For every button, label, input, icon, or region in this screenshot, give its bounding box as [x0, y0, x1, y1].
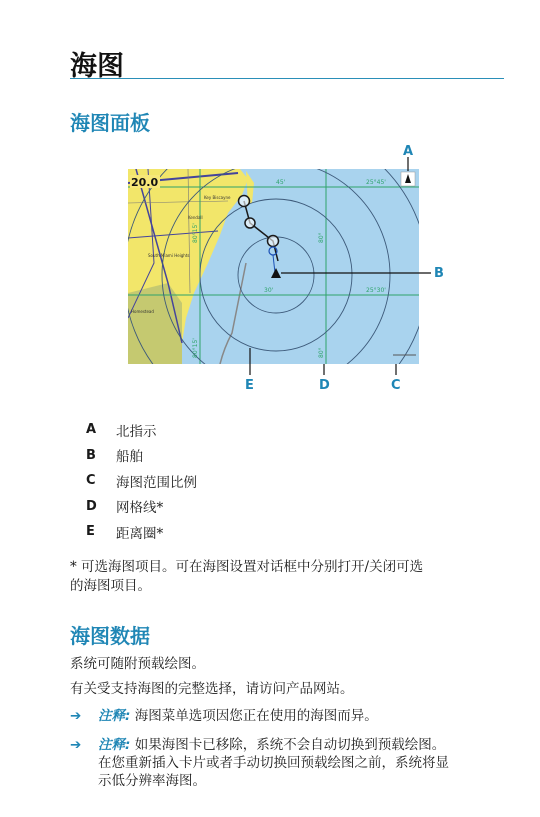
- grid-label: 45': [276, 179, 286, 186]
- grid-label: 25°30': [366, 287, 386, 294]
- grid-label: 80°15': [192, 223, 199, 243]
- legend-item: [86, 519, 197, 545]
- footnote-line: * 可选海图项目。可在海图设置对话框中分别打开/关闭可选: [70, 559, 424, 575]
- title-divider: [70, 78, 504, 79]
- paragraph: 系统可随附预载绘图。: [70, 656, 205, 672]
- grid-label: 25°45': [366, 179, 386, 186]
- grid-label: 80°: [318, 347, 325, 358]
- legend-key: D: [86, 498, 97, 514]
- note-text: 海图菜单选项因您正在使用的海图而异。: [134, 708, 378, 724]
- note: [70, 736, 510, 790]
- callout-e: E: [245, 378, 254, 393]
- legend-key: A: [86, 422, 97, 438]
- section-title-chart-panel: 海图面板: [70, 111, 150, 135]
- grid-label: 30': [264, 287, 274, 294]
- note-text: 示低分辨率海图。: [98, 773, 206, 789]
- arrow-right-icon: ➔: [70, 708, 82, 724]
- callout-c: C: [391, 378, 401, 393]
- page-title: 海图: [70, 51, 124, 82]
- legend-key: C: [86, 473, 96, 489]
- section-title-chart-data: 海图数据: [70, 624, 150, 648]
- range-readout: 20.0: [131, 176, 159, 189]
- note-label: 注释:: [98, 737, 131, 753]
- legend-item: [86, 443, 197, 469]
- place-label: Kendall: [188, 215, 203, 220]
- place-label: South Miami Heights: [148, 253, 190, 258]
- paragraph: 有关受支持海图的完整选择，请访问产品网站。: [70, 681, 354, 697]
- legend-list: [86, 417, 197, 545]
- place-label: Key Biscayne: [204, 195, 231, 200]
- note-text: 如果海图卡已移除，系统不会自动切换到预载绘图。: [134, 737, 446, 753]
- note-text: 在您重新插入卡片或者手动切换回预载绘图之前，系统将显: [98, 755, 449, 771]
- legend-text: 船舶: [116, 449, 143, 466]
- legend-key: B: [86, 447, 96, 463]
- legend-text: 距离圈*: [116, 525, 164, 542]
- legend-key: E: [86, 524, 95, 540]
- legend-item: [86, 468, 197, 494]
- note-label: 注释:: [98, 708, 131, 724]
- grid-label: 80°: [318, 232, 325, 243]
- arrow-right-icon: ➔: [70, 737, 82, 753]
- callout-a: A: [403, 144, 414, 159]
- legend-text: 北指示: [116, 423, 157, 440]
- callout-d: D: [319, 378, 330, 393]
- grid-label: 80°15': [192, 338, 199, 358]
- legend-text: 网格线*: [116, 500, 164, 517]
- legend-item: [86, 417, 197, 443]
- footnote: [70, 558, 510, 596]
- legend-item: [86, 494, 197, 520]
- note: [70, 707, 510, 725]
- footnote-line: 的海图项目。: [70, 578, 151, 594]
- legend-text: 海图范围比例: [116, 474, 197, 491]
- callout-b: B: [434, 266, 444, 281]
- chart-panel-figure: [128, 143, 468, 393]
- place-label: Homestead: [131, 309, 154, 314]
